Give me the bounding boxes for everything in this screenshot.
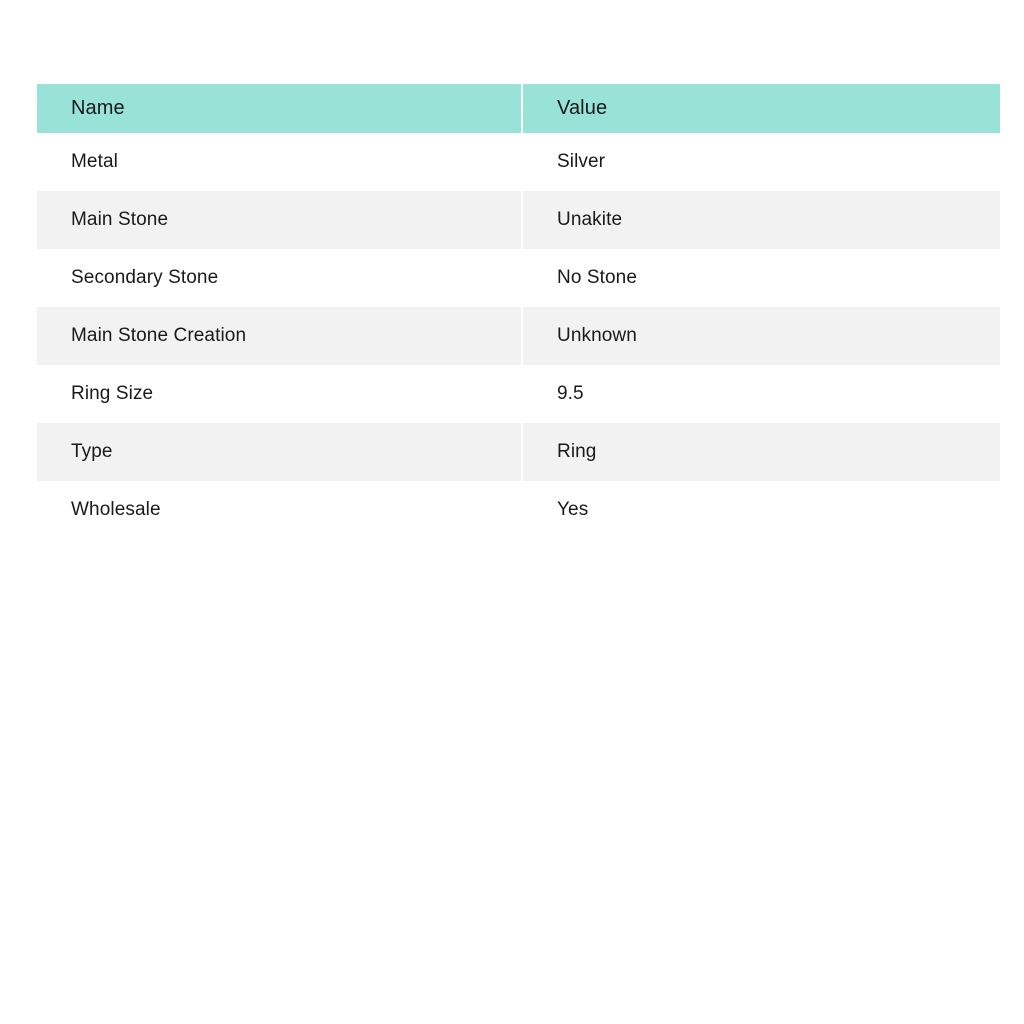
row-name-cell: Metal <box>71 151 118 172</box>
row-value-cell: Ring <box>523 423 1000 481</box>
table-row <box>37 133 1000 191</box>
row-value-cell: Unakite <box>523 191 1000 249</box>
row-name-cell: Main Stone <box>37 191 521 249</box>
column-header-value: Value <box>523 84 1000 133</box>
table-row <box>37 423 1000 481</box>
row-value-cell: Silver <box>557 151 606 172</box>
table-row <box>37 481 1000 539</box>
row-value-cell: No Stone <box>557 267 638 288</box>
row-name-cell: Wholesale <box>71 499 161 520</box>
row-name-cell: Secondary Stone <box>71 267 219 288</box>
row-name-cell: Main Stone Creation <box>37 307 521 365</box>
row-name-cell: Ring Size <box>71 383 154 404</box>
table-body <box>37 133 1000 539</box>
table-row <box>37 191 1000 249</box>
row-name-cell: Type <box>37 423 521 481</box>
table-header-row <box>37 84 1000 133</box>
column-header-name: Name <box>37 84 521 133</box>
row-value-cell: 9.5 <box>557 383 584 404</box>
table-row <box>37 365 1000 423</box>
product-spec-table <box>37 84 1000 539</box>
row-value-cell: Unknown <box>523 307 1000 365</box>
table-row <box>37 249 1000 307</box>
table-row <box>37 307 1000 365</box>
row-value-cell: Yes <box>557 499 589 520</box>
